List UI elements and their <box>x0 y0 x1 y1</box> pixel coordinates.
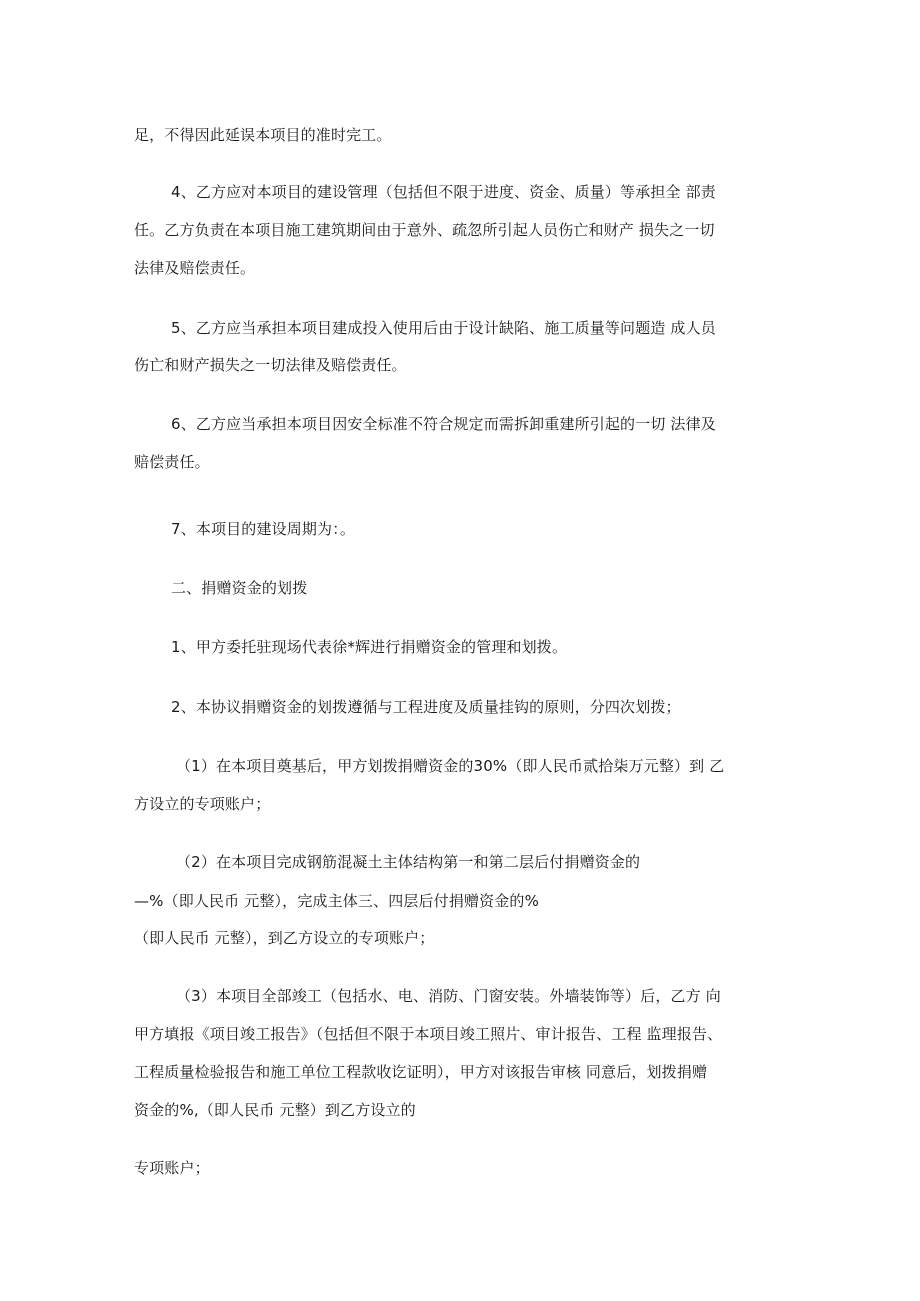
installment-1-line: （1）在本项目奠基后，甲方划拨捐赠资金的30%（即人民币贰拾柒万元整）到 乙 <box>176 757 725 775</box>
clause-4-line: 任。乙方负责在本项目施工建筑期间由于意外、疏忽所引起人员伤亡和财产 损失之一切 <box>134 221 715 239</box>
installment-3-line: 工程质量检验报告和施工单位工程款收讫证明），甲方对该报告审核 同意后，划拨捐赠 <box>134 1063 708 1081</box>
funding-item-1: 1、甲方委托驻现场代表徐*辉进行捐赠资金的管理和划拨。 <box>171 638 568 656</box>
installment-3-line: 资金的%,（即人民币 元整）到乙方设立的 <box>134 1101 416 1119</box>
clause-6-line: 6、乙方应当承担本项目因安全标准不符合规定而需拆卸重建所引起的一切 法律及 <box>171 415 716 433</box>
installment-3-line: 专项账户； <box>134 1159 210 1177</box>
clause-5-line: 伤亡和财产损失之一切法律及赔偿责任。 <box>134 356 407 374</box>
clause-7-line: 7、本项目的建设周期为：。 <box>171 520 355 538</box>
installment-1-line: 方设立的专项账户； <box>134 795 271 813</box>
funding-item-2: 2、本协议捐赠资金的划拨遵循与工程进度及质量挂钩的原则，分四次划拨； <box>171 698 681 716</box>
text-line: 足，不得因此延误本项目的准时完工。 <box>134 126 392 144</box>
clause-4-line: 法律及赔偿责任。 <box>134 259 256 277</box>
section-heading: 二、捐赠资金的划拨 <box>171 579 308 597</box>
clause-6-line: 赔偿责任。 <box>134 453 210 471</box>
installment-2-line: （2）在本项目完成钢筋混凝土主体结构第一和第二层后付捐赠资金的 <box>176 853 641 871</box>
clause-4-line: 4、乙方应对本项目的建设管理（包括但不限于进度、资金、质量）等承担全 部责 <box>171 183 716 201</box>
clause-5-line: 5、乙方应当承担本项目建成投入使用后由于设计缺陷、施工质量等问题造 成人员 <box>171 319 716 337</box>
installment-2-line: —%（即人民币 元整），完成主体三、四层后付捐赠资金的% <box>134 892 539 910</box>
installment-3-line: （3）本项目全部竣工（包括水、电、消防、门窗安装。外墙装饰等）后，乙方 向 <box>176 987 721 1005</box>
installment-3-line: 甲方填报《项目竣工报告》（包括但不限于本项目竣工照片、审计报告、工程 监理报告、 <box>134 1025 723 1043</box>
installment-2-line: （即人民币 元整），到乙方设立的专项账户； <box>134 929 435 947</box>
